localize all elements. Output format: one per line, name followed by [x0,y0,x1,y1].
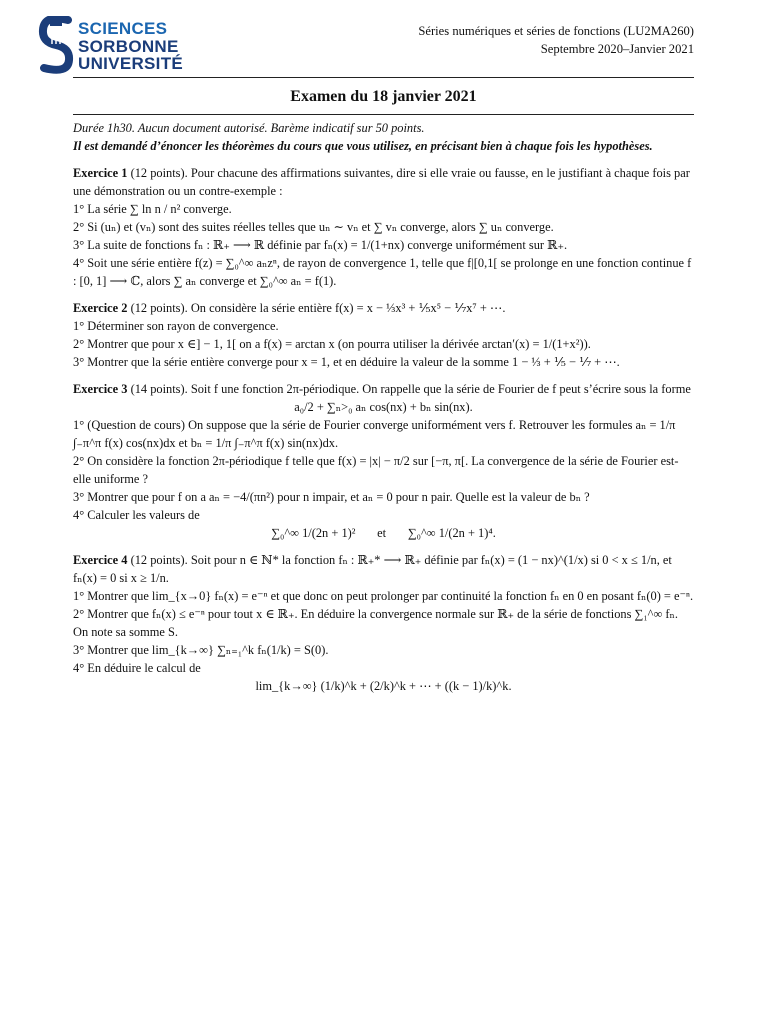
logo-line-2: SORBONNE [78,37,179,56]
exercise-1-question-1: 1° La série ∑ ln n / n² converge. [73,201,232,216]
exercise-2-label: Exercice 2 [73,300,128,315]
logo-line-3: UNIVERSITÉ [78,54,184,73]
title-rule [73,114,694,115]
limit-formula: lim_{k→∞} (1/k)^k + (2/k)^k + ⋯ + ((k − 1)/k)^k. [255,678,512,693]
top-rule [73,77,694,78]
exercise-1-question-4: 4° Soit une série entière f(z) = ∑₀^∞ aₙzⁿ, de rayon de convergence 1, telle que f|[0,1[ se prolonge en une fonction continue f : [0, 1] ⟶ ℂ, alors ∑ aₙ converge et ∑₀^∞ aₙ = f(1). [73,255,692,288]
university-logo [38,16,188,74]
logo-line-1: SCIENCES [78,19,168,38]
exam-duration: Durée 1h30. Aucun document autorisé. Barème indicatif sur 50 points. [73,121,425,135]
exercise-4-text: Soit pour n ∈ ℕ* la fonction fₙ : ℝ₊* ⟶ ℝ₊ définie par fₙ(x) = (1 − nx)^(1/x) si 0 < x ≤ 1/n, et fₙ(x) = 0 si x ≥ 1/n. [73,552,672,585]
course-period: Septembre 2020–Janvier 2021 [540,42,694,57]
exercise-1-label: Exercice 1 [73,165,128,180]
exercise-2-question-2: 2° Montrer que pour x ∈] − 1, 1[ on a f(x) = arctan x (on pourra utiliser la dérivée arctan′(x) = 1/(1+x²)). [73,336,591,351]
exercise-3-question-1: 1° (Question de cours) On suppose que la série de Fourier converge uniformément vers f. Retrouver les formules aₙ = 1/π ∫₋π^π f(x) cos(nx)dx et bₙ = 1/π ∫₋π^π f(x) sin(nx)dx. [73,417,676,450]
exam-instruction: Il est demandé d’énoncer les théorèmes du cours que vous utilisez, en précisant bien à chaque fois les hypothèses. [73,138,653,153]
exercise-4-points: (12 points). [130,552,188,567]
exercise-3-points: (14 points). [130,381,188,396]
sum-odd-fourth-powers: ∑₀^∞ 1/(2n + 1)⁴. [407,525,496,540]
exercise-2-points: (12 points). [130,300,188,315]
exercise-4-label: Exercice 4 [73,552,128,567]
exam-title: Examen du 18 janvier 2021 [290,88,477,105]
exercise-3-text: Soit f une fonction 2π-périodique. On rappelle que la série de Fourier de f peut s’écrire sous la forme [190,381,691,396]
exercise-1-points: (12 points). [130,165,188,180]
exercise-3-label: Exercice 3 [73,381,128,396]
sum-connector: et [377,525,387,540]
exercise-3-question-4: 4° Calculer les valeurs de [73,507,200,522]
exercise-1-question-2: 2° Si (uₙ) et (vₙ) sont des suites réelles telles que uₙ ∼ vₙ et ∑ vₙ converge, alors ∑ uₙ converge. [73,219,554,234]
course-name: Séries numériques et séries de fonctions (LU2MA260) [418,24,694,38]
logo-s-icon [38,16,74,74]
exercise-4-statement [73,552,694,588]
sum-odd-squares: ∑₀^∞ 1/(2n + 1)² [271,525,356,540]
exercise-3-question-3: 3° Montrer que pour f on a aₙ = −4/(πn²) pour n impair, et aₙ = 0 pour n pair. Quelle est la valeur de bₙ ? [73,489,590,504]
sums-formula [73,525,694,543]
exercise-2-statement [73,300,694,318]
exercise-4-question-4: 4° En déduire le calcul de [73,660,201,675]
exercise-4-question-2: 2° Montrer que fₙ(x) ≤ e⁻ⁿ pour tout x ∈ ℝ₊. En déduire la convergence normale sur ℝ₊ de la série de fonctions ∑₁^∞ fₙ. On note sa somme S. [73,606,678,639]
fourier-series-formula: a₀/2 + ∑ₙ>₀ aₙ cos(nx) + bₙ sin(nx). [294,399,473,414]
exercise-4-question-3: 3° Montrer que lim_{k→∞} ∑ₙ₌₁^k fₙ(1/k) = S(0). [73,642,329,657]
exercise-3-statement [73,381,694,399]
exercise-1-text: Pour chacune des affirmations suivantes, dire si elle vraie ou fausse, en le justifiant à chaque fois par une démonstration ou un contre-exemple : [73,165,690,198]
course-info [418,22,694,59]
exercise-4-question-1: 1° Montrer que lim_{x→0} fₙ(x) = e⁻ⁿ et que donc on peut prolonger par continuité la fonction fₙ en 0 en posant fₙ(0) = e⁻ⁿ. [73,588,694,603]
exercise-2-question-3: 3° Montrer que la série entière converge pour x = 1, et en déduire la valeur de la somme 1 − ⅓ + ⅕ − ⅐ + ⋯. [73,354,620,369]
exercise-1-question-3: 3° La suite de fonctions fₙ : ℝ₊ ⟶ ℝ définie par fₙ(x) = 1/(1+nx) converge uniformément sur ℝ₊. [73,237,568,252]
exam-body [73,120,694,696]
exercise-1-statement [73,165,694,201]
exercise-2-text: On considère la série entière f(x) = x − ⅓x³ + ⅕x⁵ − ⅐x⁷ + ⋯. [190,300,506,315]
exercise-2-question-1: 1° Déterminer son rayon de convergence. [73,318,279,333]
exercise-3-question-2: 2° On considère la fonction 2π-périodique f telle que f(x) = |x| − π/2 sur [−π, π[. La convergence de la série de Fourier est-elle uniforme ? [73,453,679,486]
